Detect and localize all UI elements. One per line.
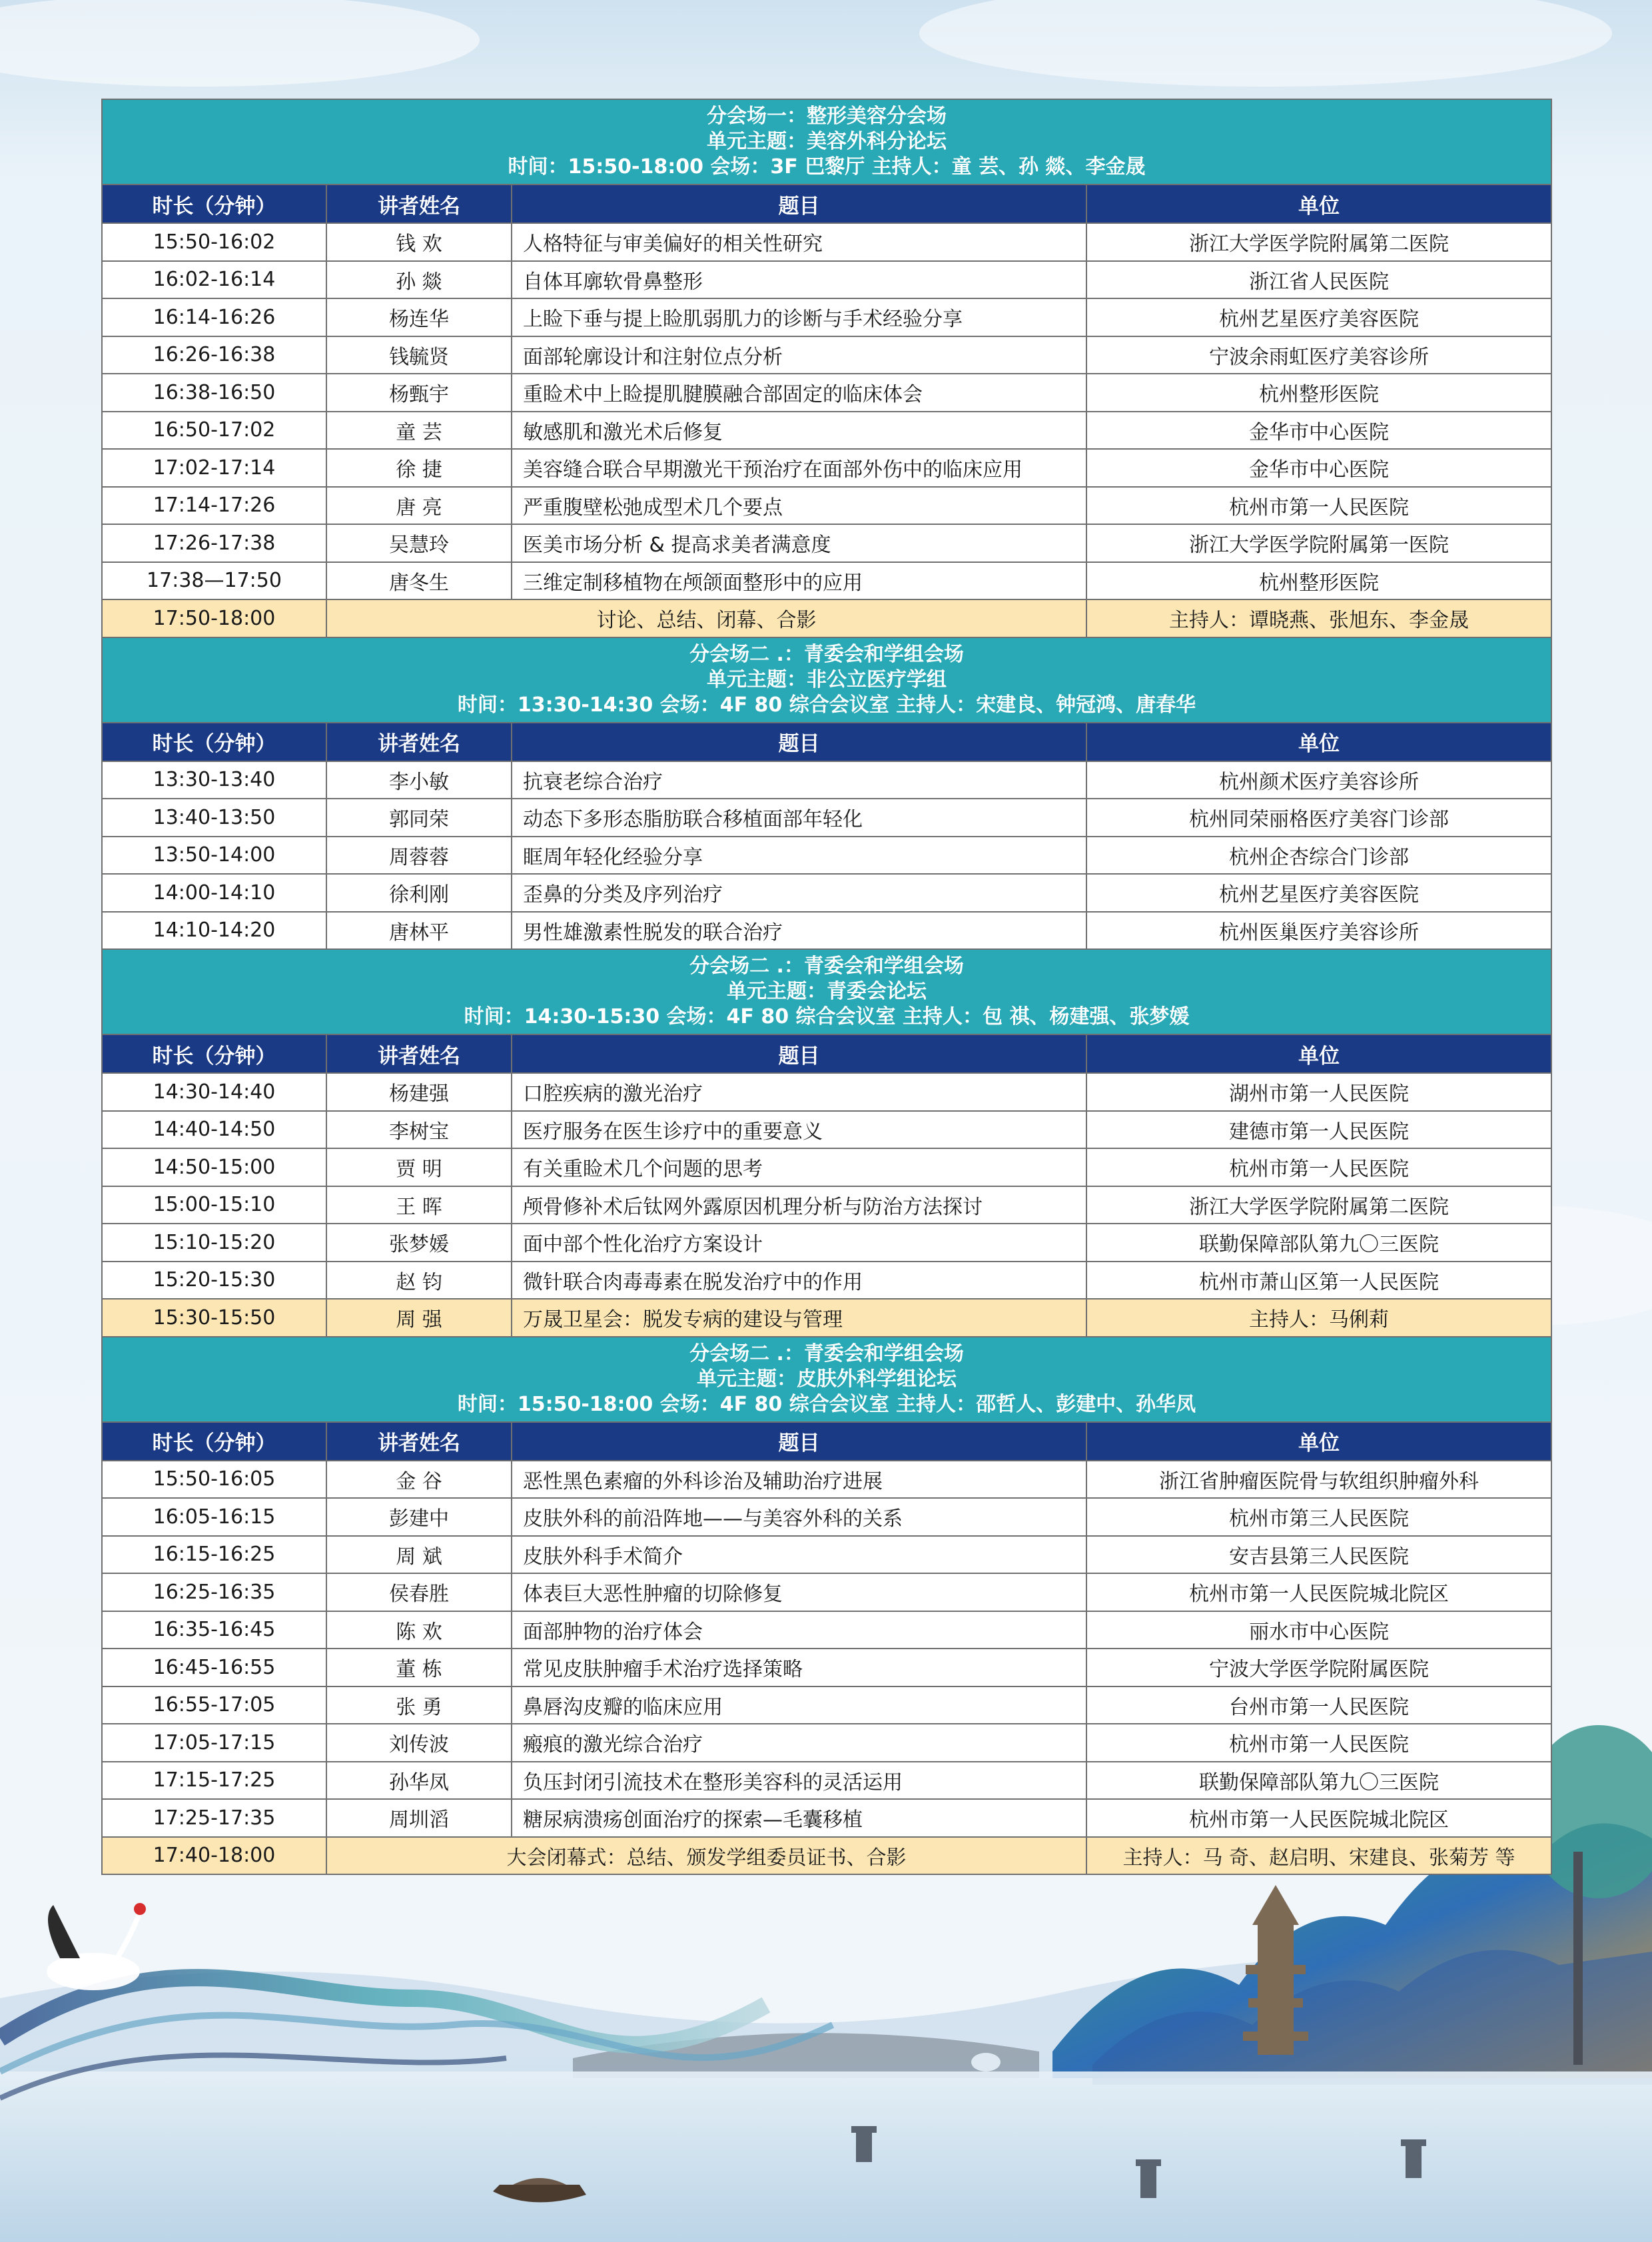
- cell-topic: 皮肤外科的前沿阵地——与美容外科的关系: [512, 1498, 1086, 1536]
- table-row: [102, 223, 1551, 261]
- col-topic-header: 题目: [512, 723, 1086, 761]
- cell-topic: 负压封闭引流技术在整形美容科的灵活运用: [512, 1762, 1086, 1800]
- cell-time: 15:50-16:05: [102, 1461, 326, 1499]
- table-row: [102, 874, 1551, 912]
- cell-unit: 杭州市萧山区第一人民医院: [1086, 1262, 1551, 1300]
- cell-unit: 浙江大学医学院附属第二医院: [1086, 1186, 1551, 1224]
- cell-speaker: 李树宝: [326, 1111, 512, 1149]
- section-theme: 单元主题：青委会论坛: [727, 980, 927, 1003]
- cell-topic: 人格特征与审美偏好的相关性研究: [512, 223, 1086, 261]
- cell-unit: 联勤保障部队第九〇三医院: [1086, 1762, 1551, 1800]
- cell-unit: 主持人：谭晓燕、张旭东、李金晟: [1086, 599, 1551, 637]
- section-info: 时间：14:30-15:30 会场：4F 80 综合会议室 主持人：包 祺、杨建强、张梦媛: [464, 1005, 1190, 1028]
- table-row: [102, 487, 1551, 525]
- cell-unit: 杭州市第一人民医院: [1086, 1148, 1551, 1186]
- cell-time: 14:40-14:50: [102, 1111, 326, 1149]
- table-row: [102, 1224, 1551, 1262]
- col-speaker-header: 讲者姓名: [326, 723, 512, 761]
- col-topic-header: 题目: [512, 1034, 1086, 1073]
- cell-time: 17:05-17:15: [102, 1724, 326, 1762]
- section-info: 时间：15:50-18:00 会场：3F 巴黎厅 主持人：童 芸、孙 燚、李金晟: [508, 155, 1146, 179]
- col-unit-header: 单位: [1086, 1034, 1551, 1073]
- section-theme: 单元主题：皮肤外科学组论坛: [697, 1367, 957, 1391]
- section-venue: 分会场一：整形美容分会场: [707, 105, 947, 128]
- cell-topic: 颅骨修补术后钛网外露原因机理分析与防治方法探讨: [512, 1186, 1086, 1224]
- cell-topic: 口腔疾病的激光治疗: [512, 1073, 1086, 1111]
- cell-topic: 鼻唇沟皮瓣的临床应用: [512, 1686, 1086, 1724]
- cell-unit: 宁波大学医学院附属医院: [1086, 1649, 1551, 1686]
- table-row: [102, 1649, 1551, 1686]
- cell-unit: 浙江省肿瘤医院骨与软组织肿瘤外科: [1086, 1461, 1551, 1499]
- cell-time: 14:00-14:10: [102, 874, 326, 912]
- table-row: [102, 1573, 1551, 1611]
- cell-speaker: 张梦媛: [326, 1224, 512, 1262]
- cell-speaker: 吴慧玲: [326, 524, 512, 562]
- table-row: [102, 1498, 1551, 1536]
- cell-unit: 杭州整形医院: [1086, 374, 1551, 412]
- table-row: [102, 1461, 1551, 1499]
- table-row: [102, 1073, 1551, 1111]
- col-topic-header: 题目: [512, 185, 1086, 223]
- cell-time: 16:05-16:15: [102, 1498, 326, 1536]
- cell-speaker: 董 栋: [326, 1649, 512, 1686]
- cell-time: 17:40-18:00: [102, 1837, 326, 1875]
- cell-topic: 敏感肌和激光术后修复: [512, 412, 1086, 450]
- section-header: [102, 949, 1551, 1034]
- cell-topic: 皮肤外科手术简介: [512, 1536, 1086, 1574]
- table-row: [102, 1111, 1551, 1149]
- col-speaker-header: 讲者姓名: [326, 1422, 512, 1461]
- column-header-row: [102, 1034, 1551, 1073]
- cell-speaker: 彭建中: [326, 1498, 512, 1536]
- cell-speaker: 周蓉蓉: [326, 837, 512, 875]
- cell-speaker: 唐冬生: [326, 562, 512, 600]
- cell-time: 16:02-16:14: [102, 261, 326, 299]
- closing-row: [102, 1299, 1551, 1337]
- cell-speaker: 徐 捷: [326, 449, 512, 487]
- section-info: 时间：13:30-14:30 会场：4F 80 综合会议室 主持人：宋建良、钟冠鸿、唐春华: [457, 693, 1196, 717]
- program-schedule-table: [101, 99, 1552, 1875]
- cell-time: 13:40-13:50: [102, 799, 326, 837]
- cell-speaker: 刘传波: [326, 1724, 512, 1762]
- table-row: [102, 1611, 1551, 1649]
- table-row: [102, 1686, 1551, 1724]
- table-row: [102, 336, 1551, 374]
- col-unit-header: 单位: [1086, 185, 1551, 223]
- cell-speaker: 钱 欢: [326, 223, 512, 261]
- cell-time: 15:50-16:02: [102, 223, 326, 261]
- cell-topic: 有关重睑术几个问题的思考: [512, 1148, 1086, 1186]
- cell-unit: 联勤保障部队第九〇三医院: [1086, 1224, 1551, 1262]
- column-header-row: [102, 185, 1551, 223]
- table-row: [102, 1262, 1551, 1300]
- cell-unit: 杭州市第一人民医院城北院区: [1086, 1799, 1551, 1837]
- cell-unit: 杭州颜术医疗美容诊所: [1086, 761, 1551, 799]
- cell-speaker: 贾 明: [326, 1148, 512, 1186]
- cell-topic: 常见皮肤肿瘤手术治疗选择策略: [512, 1649, 1086, 1686]
- col-time-header: 时长（分钟）: [102, 185, 326, 223]
- cell-topic: 大会闭幕式：总结、颁发学组委员证书、合影: [326, 1837, 1086, 1875]
- cell-unit: 安吉县第三人民医院: [1086, 1536, 1551, 1574]
- cell-speaker: 唐 亮: [326, 487, 512, 525]
- cell-unit: 杭州市第一人民医院城北院区: [1086, 1573, 1551, 1611]
- cell-time: 16:15-16:25: [102, 1536, 326, 1574]
- table-row: [102, 761, 1551, 799]
- cell-time: 16:38-16:50: [102, 374, 326, 412]
- cell-speaker: 侯春胜: [326, 1573, 512, 1611]
- cell-unit: 宁波余雨虹医疗美容诊所: [1086, 336, 1551, 374]
- table-row: [102, 1148, 1551, 1186]
- section-venue: 分会场二 .：青委会和学组会场: [689, 642, 964, 666]
- cell-time: 13:30-13:40: [102, 761, 326, 799]
- cell-topic: 医疗服务在医生诊疗中的重要意义: [512, 1111, 1086, 1149]
- cell-time: 17:25-17:35: [102, 1799, 326, 1837]
- table-row: [102, 524, 1551, 562]
- cell-unit: 浙江大学医学院附属第一医院: [1086, 524, 1551, 562]
- cell-topic: 男性雄激素性脱发的联合治疗: [512, 912, 1086, 950]
- cell-topic: 糖尿病溃疡创面治疗的探索—毛囊移植: [512, 1799, 1086, 1837]
- cell-unit: 主持人：马俐莉: [1086, 1299, 1551, 1337]
- table-row: [102, 374, 1551, 412]
- col-speaker-header: 讲者姓名: [326, 185, 512, 223]
- cell-time: 14:30-14:40: [102, 1073, 326, 1111]
- section-header: [102, 99, 1551, 185]
- col-time-header: 时长（分钟）: [102, 1034, 326, 1073]
- cell-unit: 杭州市第三人民医院: [1086, 1498, 1551, 1536]
- cell-topic: 面中部个性化治疗方案设计: [512, 1224, 1086, 1262]
- table-row: [102, 1536, 1551, 1574]
- cell-speaker: 赵 钧: [326, 1262, 512, 1300]
- col-topic-header: 题目: [512, 1422, 1086, 1461]
- cell-speaker: 周 斌: [326, 1536, 512, 1574]
- cell-unit: 建德市第一人民医院: [1086, 1111, 1551, 1149]
- table-row: [102, 799, 1551, 837]
- table-row: [102, 261, 1551, 299]
- table-row: [102, 1186, 1551, 1224]
- cell-unit: 金华市中心医院: [1086, 449, 1551, 487]
- column-header-row: [102, 1422, 1551, 1461]
- cell-unit: 主持人：马 奇、赵启明、宋建良、张菊芳 等: [1086, 1837, 1551, 1875]
- cell-unit: 湖州市第一人民医院: [1086, 1073, 1551, 1111]
- cell-time: 17:14-17:26: [102, 487, 326, 525]
- cell-speaker: 杨连华: [326, 298, 512, 336]
- cell-time: 15:10-15:20: [102, 1224, 326, 1262]
- cell-topic: 美容缝合联合早期激光干预治疗在面部外伤中的临床应用: [512, 449, 1086, 487]
- table-row: [102, 837, 1551, 875]
- col-unit-header: 单位: [1086, 723, 1551, 761]
- cell-speaker: 李小敏: [326, 761, 512, 799]
- cell-time: 16:50-17:02: [102, 412, 326, 450]
- cell-speaker: 杨甄宇: [326, 374, 512, 412]
- cell-time: 16:25-16:35: [102, 1573, 326, 1611]
- closing-row: [102, 599, 1551, 637]
- table-row: [102, 412, 1551, 450]
- cell-topic: 抗衰老综合治疗: [512, 761, 1086, 799]
- cell-speaker: 徐利刚: [326, 874, 512, 912]
- cell-topic: 医美市场分析 & 提高求美者满意度: [512, 524, 1086, 562]
- cell-time: 17:15-17:25: [102, 1762, 326, 1800]
- section-venue: 分会场二 .：青委会和学组会场: [689, 1341, 964, 1365]
- cell-unit: 杭州市第一人民医院: [1086, 487, 1551, 525]
- cell-time: 15:00-15:10: [102, 1186, 326, 1224]
- cell-speaker: 周 强: [326, 1299, 512, 1337]
- cell-speaker: 童 芸: [326, 412, 512, 450]
- table-row: [102, 912, 1551, 950]
- cell-time: 16:14-16:26: [102, 298, 326, 336]
- cell-time: 16:35-16:45: [102, 1611, 326, 1649]
- section-venue: 分会场二 .：青委会和学组会场: [689, 954, 964, 978]
- cell-time: 17:50-18:00: [102, 599, 326, 637]
- table-row: [102, 298, 1551, 336]
- cell-unit: 杭州艺星医疗美容医院: [1086, 298, 1551, 336]
- cell-topic: 眶周年轻化经验分享: [512, 837, 1086, 875]
- cell-time: 15:30-15:50: [102, 1299, 326, 1337]
- cell-unit: 杭州医巢医疗美容诊所: [1086, 912, 1551, 950]
- cell-topic: 三维定制移植物在颅颌面整形中的应用: [512, 562, 1086, 600]
- table-row: [102, 562, 1551, 600]
- section-info: 时间：15:50-18:00 会场：4F 80 综合会议室 主持人：邵哲人、彭建中、孙华凤: [457, 1392, 1196, 1416]
- cell-time: 16:26-16:38: [102, 336, 326, 374]
- cell-speaker: 王 晖: [326, 1186, 512, 1224]
- cell-topic: 严重腹壁松弛成型术几个要点: [512, 487, 1086, 525]
- section-header: [102, 1337, 1551, 1422]
- table-row: [102, 449, 1551, 487]
- cell-topic: 微针联合肉毒毒素在脱发治疗中的作用: [512, 1262, 1086, 1300]
- cell-time: 17:02-17:14: [102, 449, 326, 487]
- cell-topic: 体表巨大恶性肿瘤的切除修复: [512, 1573, 1086, 1611]
- cell-unit: 杭州艺星医疗美容医院: [1086, 874, 1551, 912]
- cell-speaker: 杨建强: [326, 1073, 512, 1111]
- cell-topic: 面部肿物的治疗体会: [512, 1611, 1086, 1649]
- cell-speaker: 孙华凤: [326, 1762, 512, 1800]
- cell-speaker: 陈 欢: [326, 1611, 512, 1649]
- cell-unit: 杭州同荣丽格医疗美容门诊部: [1086, 799, 1551, 837]
- cell-topic: 自体耳廓软骨鼻整形: [512, 261, 1086, 299]
- cell-topic: 瘢痕的激光综合治疗: [512, 1724, 1086, 1762]
- cell-speaker: 周圳滔: [326, 1799, 512, 1837]
- cell-time: 13:50-14:00: [102, 837, 326, 875]
- cell-topic: 重睑术中上睑提肌腱膜融合部固定的临床体会: [512, 374, 1086, 412]
- col-speaker-header: 讲者姓名: [326, 1034, 512, 1073]
- col-time-header: 时长（分钟）: [102, 723, 326, 761]
- cell-topic: 动态下多形态脂肪联合移植面部年轻化: [512, 799, 1086, 837]
- cell-topic: 上睑下垂与提上睑肌弱肌力的诊断与手术经验分享: [512, 298, 1086, 336]
- cell-topic: 恶性黑色素瘤的外科诊治及辅助治疗进展: [512, 1461, 1086, 1499]
- table-row: [102, 1762, 1551, 1800]
- column-header-row: [102, 723, 1551, 761]
- cell-topic: 讨论、总结、闭幕、合影: [326, 599, 1086, 637]
- section-theme: 单元主题：美容外科分论坛: [707, 130, 947, 153]
- section-theme: 单元主题：非公立医疗学组: [707, 667, 947, 691]
- cell-speaker: 张 勇: [326, 1686, 512, 1724]
- cell-time: 16:45-16:55: [102, 1649, 326, 1686]
- cell-time: 17:26-17:38: [102, 524, 326, 562]
- cell-unit: 浙江省人民医院: [1086, 261, 1551, 299]
- cell-time: 15:20-15:30: [102, 1262, 326, 1300]
- cell-speaker: 孙 燚: [326, 261, 512, 299]
- cell-time: 16:55-17:05: [102, 1686, 326, 1724]
- cell-speaker: 唐林平: [326, 912, 512, 950]
- cell-speaker: 钱毓贤: [326, 336, 512, 374]
- cell-unit: 丽水市中心医院: [1086, 1611, 1551, 1649]
- col-unit-header: 单位: [1086, 1422, 1551, 1461]
- cell-speaker: 金 谷: [326, 1461, 512, 1499]
- cell-topic: 面部轮廓设计和注射位点分析: [512, 336, 1086, 374]
- cell-unit: 金华市中心医院: [1086, 412, 1551, 450]
- section-header: [102, 637, 1551, 723]
- cell-unit: 杭州企杏综合门诊部: [1086, 837, 1551, 875]
- cell-time: 14:10-14:20: [102, 912, 326, 950]
- col-time-header: 时长（分钟）: [102, 1422, 326, 1461]
- cell-time: 14:50-15:00: [102, 1148, 326, 1186]
- cell-topic: 歪鼻的分类及序列治疗: [512, 874, 1086, 912]
- cell-topic: 万晟卫星会：脱发专病的建设与管理: [512, 1299, 1086, 1337]
- cell-speaker: 郭同荣: [326, 799, 512, 837]
- table-row: [102, 1799, 1551, 1837]
- cell-unit: 杭州整形医院: [1086, 562, 1551, 600]
- cell-time: 17:38—17:50: [102, 562, 326, 600]
- table-row: [102, 1724, 1551, 1762]
- cell-unit: 浙江大学医学院附属第二医院: [1086, 223, 1551, 261]
- cell-unit: 杭州市第一人民医院: [1086, 1724, 1551, 1762]
- closing-row: [102, 1837, 1551, 1875]
- cell-unit: 台州市第一人民医院: [1086, 1686, 1551, 1724]
